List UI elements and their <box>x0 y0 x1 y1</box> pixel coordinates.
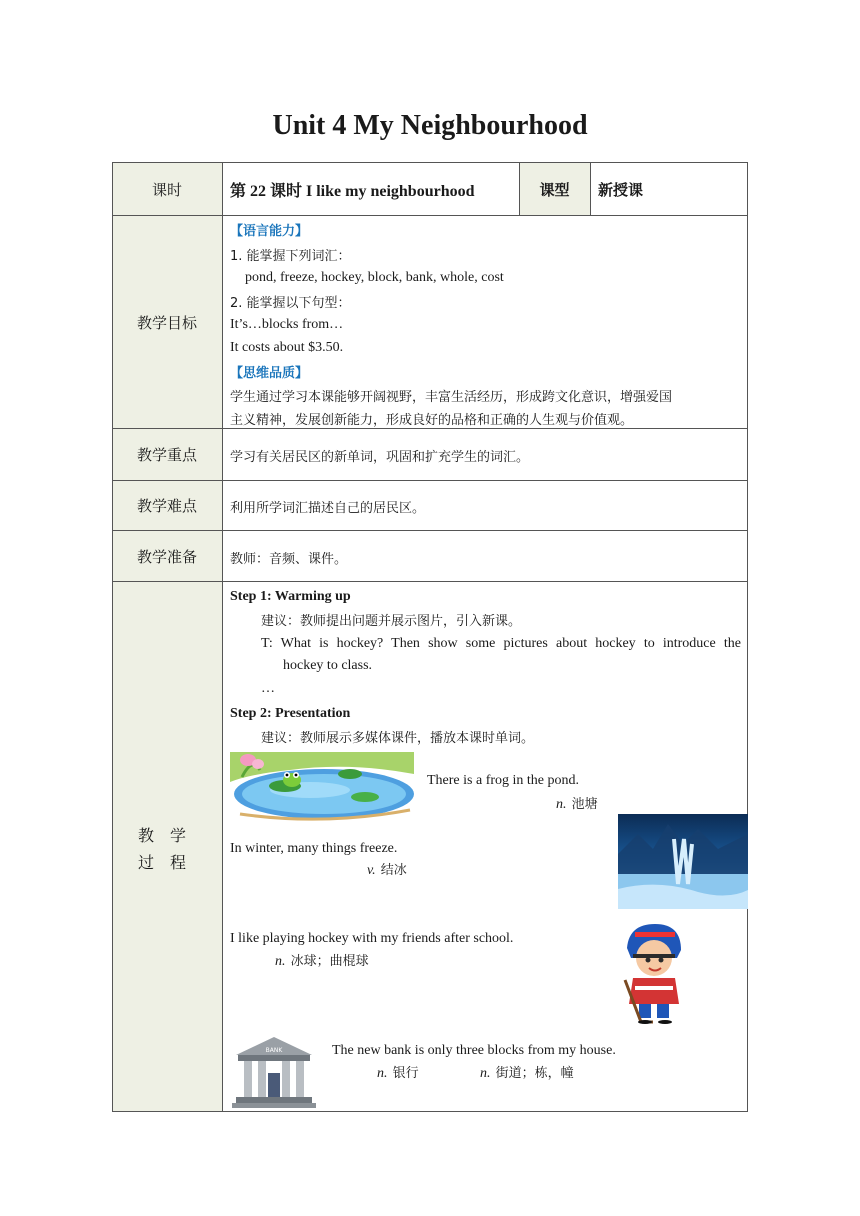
block-definition <box>480 1062 574 1082</box>
process-label-line2: 过 程 <box>138 853 187 872</box>
bank-sign-text: BANK <box>265 1047 283 1054</box>
table-border-right <box>747 162 748 1112</box>
hockey-meaning: 冰球；曲棍球 <box>290 954 369 969</box>
pond-image <box>230 752 414 822</box>
type-label: 课型 <box>539 180 570 199</box>
step1-teacher-line2: hockey to class. <box>283 658 373 673</box>
preparation-label: 教学准备 <box>136 547 197 566</box>
difficult-points-value: 利用所学词汇描述自己的居民区。 <box>230 501 426 516</box>
step1-heading <box>230 585 351 605</box>
bank-building-image <box>230 1033 319 1109</box>
block-pos: n. <box>480 1066 491 1081</box>
vocabulary-list: pond, freeze, hockey, block, bank, whole, cost <box>245 270 504 285</box>
preparation-value: 教师：音频、课件。 <box>230 552 348 567</box>
bank-pos: n. <box>377 1066 388 1081</box>
difficult-points-label: 教学难点 <box>136 497 197 515</box>
hockey-definition <box>275 950 369 970</box>
thinking-text-line1: 学生通过学习本课能够开阔视野，丰富生活经历，形成跨文化意识，增强爱国 <box>230 390 673 405</box>
bank-sentence: The new bank is only three blocks from my house. <box>332 1043 616 1058</box>
key-points-label: 教学重点 <box>136 446 197 464</box>
freeze-definition <box>367 859 407 879</box>
sentence-pattern-2: It costs about $3.50. <box>230 340 344 355</box>
step1-ellipsis: … <box>261 681 275 696</box>
hockey-sentence: I like playing hockey with my friends after school. <box>230 931 514 946</box>
thinking-text-line2: 主义精神，发展创新能力，形成良好的品格和正确的人生观与价值观。 <box>230 413 634 428</box>
language-ability-heading: 【语言能力】 <box>230 224 309 239</box>
hockey-pos: n. <box>275 954 286 969</box>
step2-title: : Presentation <box>266 706 351 721</box>
pond-pos: n. <box>556 797 567 812</box>
step1-number: Step 1 <box>230 589 267 604</box>
hockey-player-image <box>605 918 702 1030</box>
goals-label: 教学目标 <box>136 313 197 332</box>
type-value: 新授课 <box>598 180 644 199</box>
step2-suggestion: 建议：教师展示多媒体课件，播放本课时单词。 <box>261 731 535 746</box>
table-divider <box>112 581 748 582</box>
step1-title: : Warming up <box>266 589 351 604</box>
thinking-quality-heading: 【思维品质】 <box>230 366 309 381</box>
block-meaning: 街道；栋，幢 <box>495 1066 574 1081</box>
frozen-landscape-image <box>618 814 748 909</box>
freeze-pos: v. <box>367 863 376 878</box>
goal-item-1: 1. 能掌握下列词汇： <box>230 249 351 264</box>
process-label-line1: 教 学 <box>138 826 187 845</box>
pond-meaning: 池塘 <box>571 797 598 812</box>
step1-suggestion: 建议：教师提出问题并展示图片，引入新课。 <box>261 614 522 629</box>
lesson-label: 课时 <box>151 180 182 199</box>
lesson-value: 第 22 课时 I like my neighbourhood <box>230 182 475 200</box>
pond-sentence: There is a frog in the pond. <box>427 773 580 788</box>
table-divider <box>222 162 223 1112</box>
goal-item-2: 2. 能掌握以下句型： <box>230 296 351 311</box>
step2-number: Step 2 <box>230 706 267 721</box>
bank-definition <box>377 1062 419 1082</box>
table-border-bottom <box>112 1111 748 1112</box>
pond-definition <box>556 793 598 813</box>
freeze-sentence: In winter, many things freeze. <box>230 841 398 856</box>
key-points-value: 学习有关居民区的新单词，巩固和扩充学生的词汇。 <box>230 450 530 465</box>
sentence-pattern-1: It’s…blocks from… <box>230 317 344 332</box>
freeze-meaning: 结冰 <box>380 863 407 878</box>
step1-teacher-line1: T: What is hockey? Then show some pictures about hockey to introduce the <box>261 636 741 651</box>
step2-heading <box>230 702 350 722</box>
bank-meaning: 银行 <box>392 1066 419 1081</box>
page-title: Unit 4 My Neighbourhood <box>272 110 588 141</box>
